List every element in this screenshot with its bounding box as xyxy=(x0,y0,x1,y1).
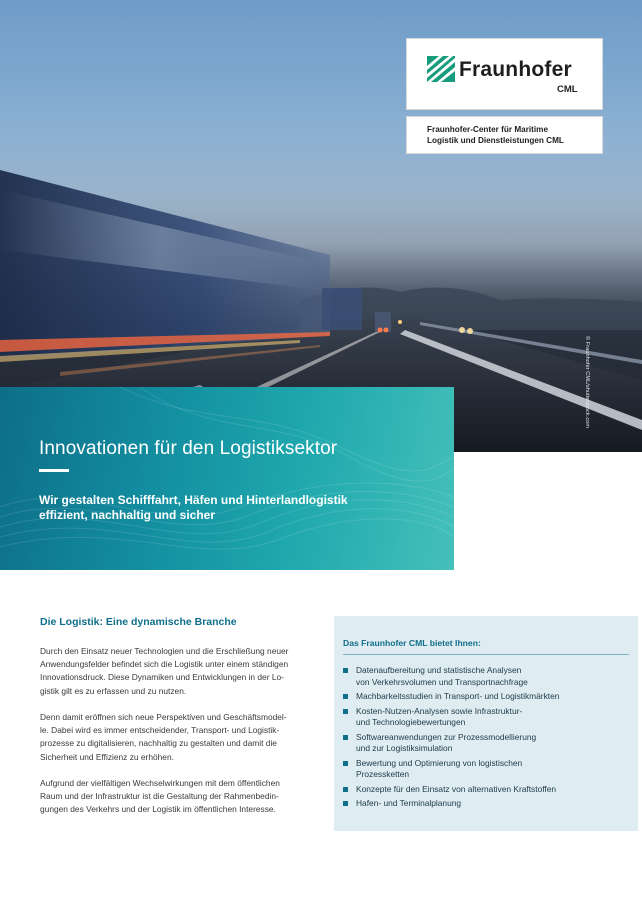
list-item-line: Konzepte für den Einsatz von alternativen Kraftstoffen xyxy=(356,783,557,794)
logo-sub: CML xyxy=(557,84,578,95)
offer-title: Das Fraunhofer CML bietet Ihnen: xyxy=(343,638,481,648)
paragraph-line: Innovationsdruck. Diese Dynamiken und Entwicklungen in der Lo- xyxy=(40,672,284,683)
title-band xyxy=(0,387,454,570)
paragraph xyxy=(40,777,314,817)
list-item-line: und zur Logistiksimulation xyxy=(356,743,453,753)
center-name-line: Logistik und Dienstleistungen CML xyxy=(427,136,564,145)
page-title: Innovationen für den Logistiksektor xyxy=(39,438,338,459)
paragraph-line: Sicherheit und Effizienz zu erhöhen. xyxy=(40,751,174,762)
list-item-line: Datenaufbereitung und statistische Analysen xyxy=(356,665,522,675)
fraunhofer-mark-icon xyxy=(427,56,455,82)
square-bullet-icon xyxy=(343,668,348,673)
offer-list xyxy=(343,665,633,813)
square-bullet-icon xyxy=(343,787,348,792)
page-subtitle xyxy=(39,493,439,522)
offer-divider xyxy=(343,654,629,655)
paragraph-line: prozesse zu digitalisieren, nachhaltig zu gestalten und damit die xyxy=(40,738,277,749)
list-item xyxy=(343,798,633,810)
list-item-line: und Technologiebewertungen xyxy=(356,717,466,727)
paragraph xyxy=(40,711,314,764)
list-item xyxy=(343,691,633,703)
offer-box xyxy=(334,616,638,831)
square-bullet-icon xyxy=(343,709,348,714)
paragraph-line: Anwendungsfelder befindet sich die Logistik unter einem ständigen xyxy=(40,659,289,670)
list-item xyxy=(343,706,633,729)
square-bullet-icon xyxy=(343,735,348,740)
paragraph-line: gungen des Verkehrs und der Logistik im öffentlichen Interesse. xyxy=(40,804,276,815)
square-bullet-icon xyxy=(343,694,348,699)
wave-pattern xyxy=(0,387,454,570)
subtitle-line: effizient, nachhaltig und sicher xyxy=(39,507,216,522)
list-item-line: Kosten-Nutzen-Analysen sowie Infrastruktur- xyxy=(356,705,523,716)
paragraph-line: Durch den Einsatz neuer Technologien und die Erschließung neuer xyxy=(40,646,289,656)
list-item xyxy=(343,758,633,781)
logo-name: Fraunhofer xyxy=(459,58,572,81)
title-rule xyxy=(39,469,69,472)
square-bullet-icon xyxy=(343,761,348,766)
subtitle-line: Wir gestalten Schifffahrt, Häfen und Hinterlandlogistik xyxy=(39,493,348,507)
paragraph-line: Aufgrund der vielfältigen Wechselwirkungen mit dem öffentlichen xyxy=(40,778,280,788)
fraunhofer-logo xyxy=(406,38,603,110)
list-item-line: Hafen- und Terminalplanung xyxy=(356,798,462,808)
section-title: Die Logistik: Eine dynamische Branche xyxy=(40,616,237,628)
list-item-line: von Verkehrsvolumen und Transportnachfrage xyxy=(356,676,528,687)
list-item-line: Prozessketten xyxy=(356,769,410,779)
list-item xyxy=(343,732,633,755)
square-bullet-icon xyxy=(343,801,348,806)
paragraph-line: Raum und der Infrastruktur ist die Gestaltung der Rahmenbedin- xyxy=(40,791,279,802)
paragraph-line: le. Dabei wird es immer entscheidender, Transport- und Logistik- xyxy=(40,725,280,736)
list-item-line: Bewertung und Optimierung von logistischen xyxy=(356,757,523,768)
list-item xyxy=(343,784,633,796)
paragraph-line: gistik gilt es zu erfassen und zu nutzen. xyxy=(40,685,187,696)
list-item xyxy=(343,665,633,688)
center-name-box xyxy=(406,116,603,154)
paragraph xyxy=(40,645,314,698)
list-item-line: Machbarkeitsstudien in Transport- und Logistikmärkten xyxy=(356,691,560,701)
paragraph-line: Denn damit eröffnen sich neue Perspektiven und Geschäftsmodel- xyxy=(40,712,287,722)
center-name-line: Fraunhofer-Center für Maritime xyxy=(427,125,549,134)
photo-credit: © Fraunhofer CML/shutterstock.com xyxy=(584,336,590,429)
list-item-line: Softwareanwendungen zur Prozessmodellierung xyxy=(356,731,537,742)
